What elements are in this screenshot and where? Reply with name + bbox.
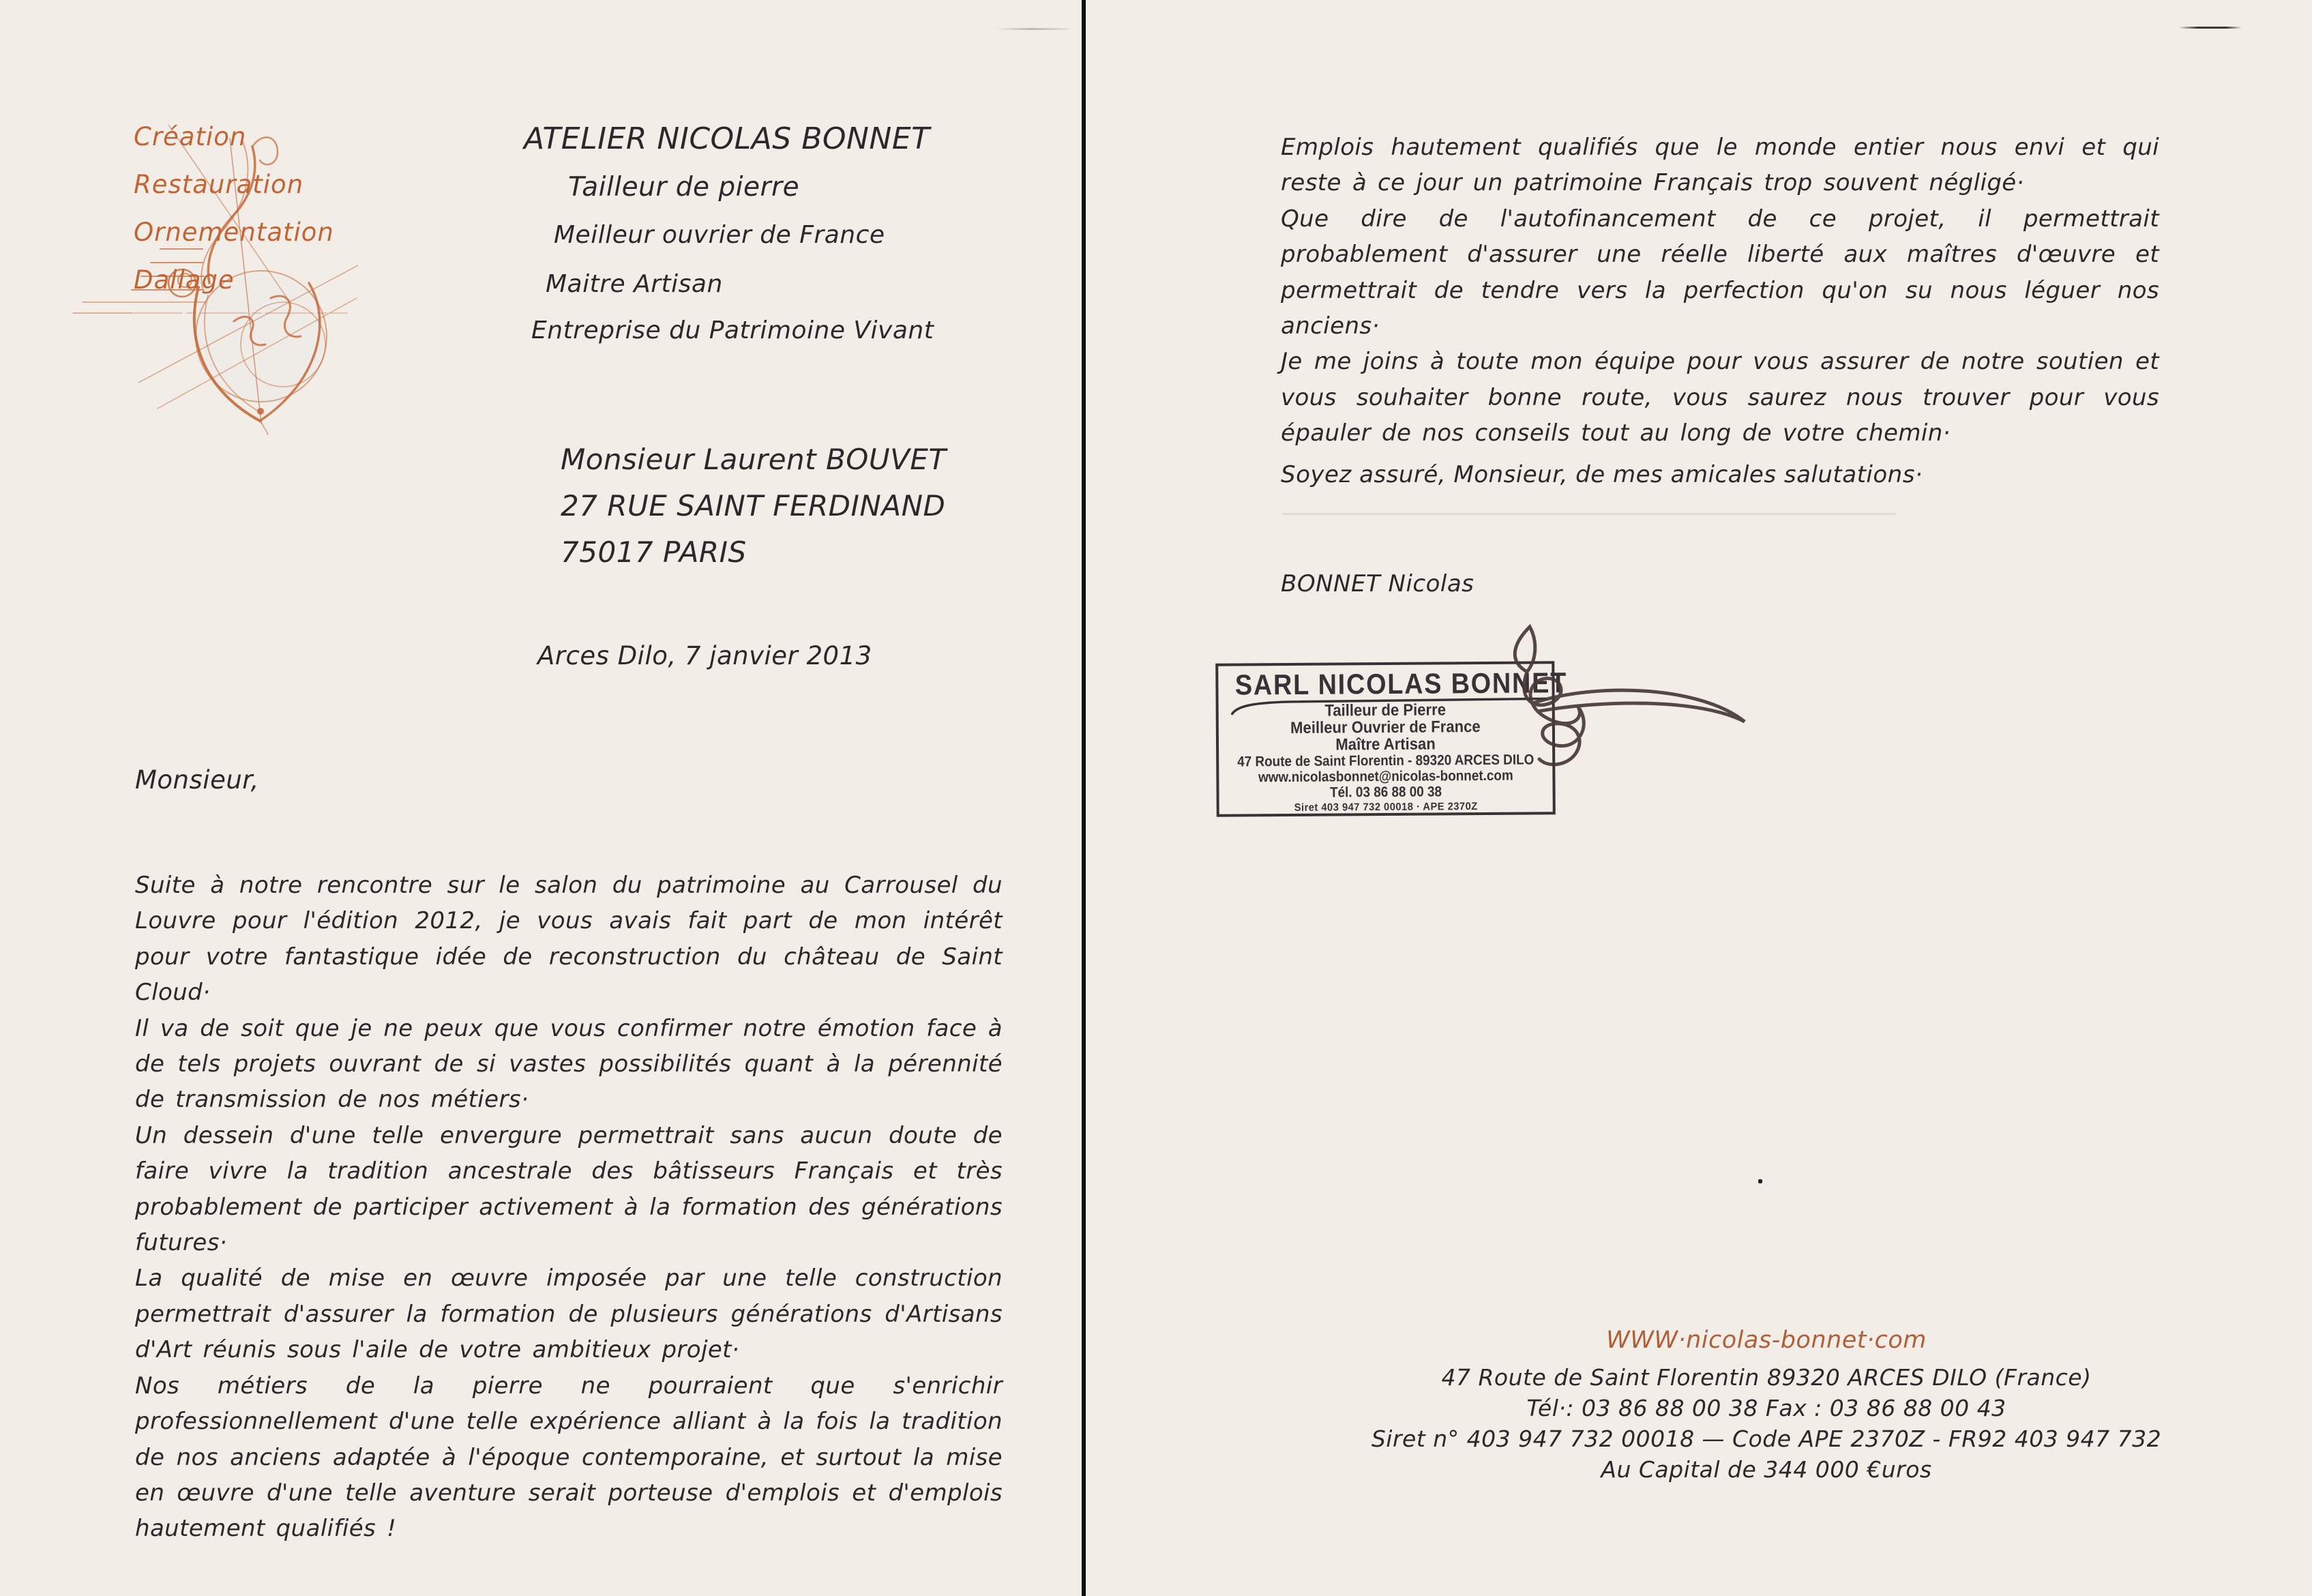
recipient-street: 27 RUE SAINT FERDINAND xyxy=(561,489,946,522)
closing-line: Soyez assuré, Monsieur, de mes amicales salutations· xyxy=(1281,461,1923,488)
stamp-company: SARL NICOLAS BONNET xyxy=(1234,666,1568,701)
letterhead-company: ATELIER NICOLAS BONNET xyxy=(524,121,930,156)
stamp-trade: Tailleur de Pierre xyxy=(1324,700,1447,720)
paragraph: Suite à notre rencontre sur le salon du patrimoine au Carrousel du Louvre pour l'édition 2012, je vous avais fait part de mon intérêt pour votre fantastique idée de reconstruction du château de Saint Cloud· xyxy=(135,872,1003,1007)
scan-ink-speck xyxy=(1758,1179,1762,1183)
paragraph: Un dessein d'une telle envergure permettrait sans aucun doute de faire vivre la tradition ancestrale des bâtisseurs Français et très probablement de participer activement à la formation des générations futures· xyxy=(135,1121,1003,1257)
footer-capital: Au Capital de 344 000 €uros xyxy=(1601,1456,1932,1483)
letter-footer xyxy=(1371,1327,2162,1485)
stamp-phone: Tél. 03 86 88 00 38 xyxy=(1329,784,1442,801)
footer-website: WWW·nicolas-bonnet·com xyxy=(1606,1327,1927,1354)
letter-body-left xyxy=(135,868,1003,1547)
scan-smudge-ghost-line xyxy=(1282,513,1896,515)
signature xyxy=(1497,616,1763,783)
signer-name: BONNET Nicolas xyxy=(1281,570,1474,597)
stamp-email: www.nicolasbonnet@nicolas-bonnet.com xyxy=(1258,767,1513,786)
stamp-distinction: Meilleur Ouvrier de France xyxy=(1290,718,1481,737)
logo-service-ornementation: Ornementation xyxy=(134,218,334,247)
letterhead-grade: Maitre Artisan xyxy=(546,270,723,298)
letterhead-trade: Tailleur de pierre xyxy=(568,172,800,203)
recipient-block xyxy=(561,437,947,576)
page-left xyxy=(0,0,1081,1596)
logo-services xyxy=(134,113,334,304)
stamp-siret: Siret 403 947 732 00018 · APE 2370Z xyxy=(1294,801,1478,814)
footer-address: 47 Route de Saint Florentin 89320 ARCES DILO (France) xyxy=(1441,1364,2092,1391)
logo-service-creation: Création xyxy=(134,122,247,151)
recipient-city: 75017 PARIS xyxy=(561,535,747,569)
letter-body-right xyxy=(1281,130,2159,452)
dateline: Arces Dilo, 7 janvier 2013 xyxy=(537,641,872,670)
page-right xyxy=(1086,0,2312,1596)
logo-service-dallage: Dallage xyxy=(134,265,235,295)
letterhead-distinction: Meilleur ouvrier de France xyxy=(554,221,885,249)
scan-artifact-line-right xyxy=(2179,27,2242,29)
footer-phone-fax: Tél·: 03 86 88 00 38 Fax : 03 86 88 00 43 xyxy=(1526,1395,2006,1421)
footer-siret: Siret n° 403 947 732 00018 — Code APE 2370Z - FR92 403 947 732 xyxy=(1371,1425,2162,1452)
letterhead-label: Entreprise du Patrimoine Vivant xyxy=(531,316,934,344)
stamp-address: 47 Route de Saint Florentin - 89320 ARCES DILO xyxy=(1237,752,1535,770)
paragraph: Je me joins à toute mon équipe pour vous assurer de notre soutien et vous souhaiter bonne route, vous saurez nous trouver pour vous épauler de nos conseils tout au long de votre chemin· xyxy=(1281,348,2159,447)
logo-service-restauration: Restauration xyxy=(134,170,304,199)
paragraph: La qualité de mise en œuvre imposée par une telle construction permettrait d'assurer la formation de plusieurs générations d'Artisans d'Art réunis sous l'aile de votre ambitieux projet· xyxy=(135,1265,1003,1364)
paragraph: Que dire de l'autofinancement de ce projet, il permettrait probablement d'assurer une réelle liberté aux maîtres d'œuvre et permettrait de tendre vers la perfection qu'on su nous léguer nos anciens· xyxy=(1281,205,2159,340)
paragraph: Emplois hautement qualifiés que le monde entier nous envi et qui reste à ce jour un patrimoine Français trop souvent négligé· xyxy=(1281,134,2159,197)
paragraph: Nos métiers de la pierre ne pourraient que s'enrichir professionnellement d'une telle expérience alliant à la fois la tradition de nos anciens adaptée à l'époque contemporaine, et surtout la mise en œuvre d'une telle aventure serait porteuse d'emplois et d'emplois hautement qualifiés ! xyxy=(135,1372,1003,1543)
salutation: Monsieur, xyxy=(135,765,259,795)
stamp-grade: Maître Artisan xyxy=(1335,735,1436,754)
paragraph: Il va de soit que je ne peux que vous confirmer notre émotion face à de tels projets ouvrant de si vastes possibilités quant à la pérennité de transmission de nos métiers· xyxy=(135,1014,1003,1114)
recipient-name: Monsieur Laurent BOUVET xyxy=(561,443,947,476)
